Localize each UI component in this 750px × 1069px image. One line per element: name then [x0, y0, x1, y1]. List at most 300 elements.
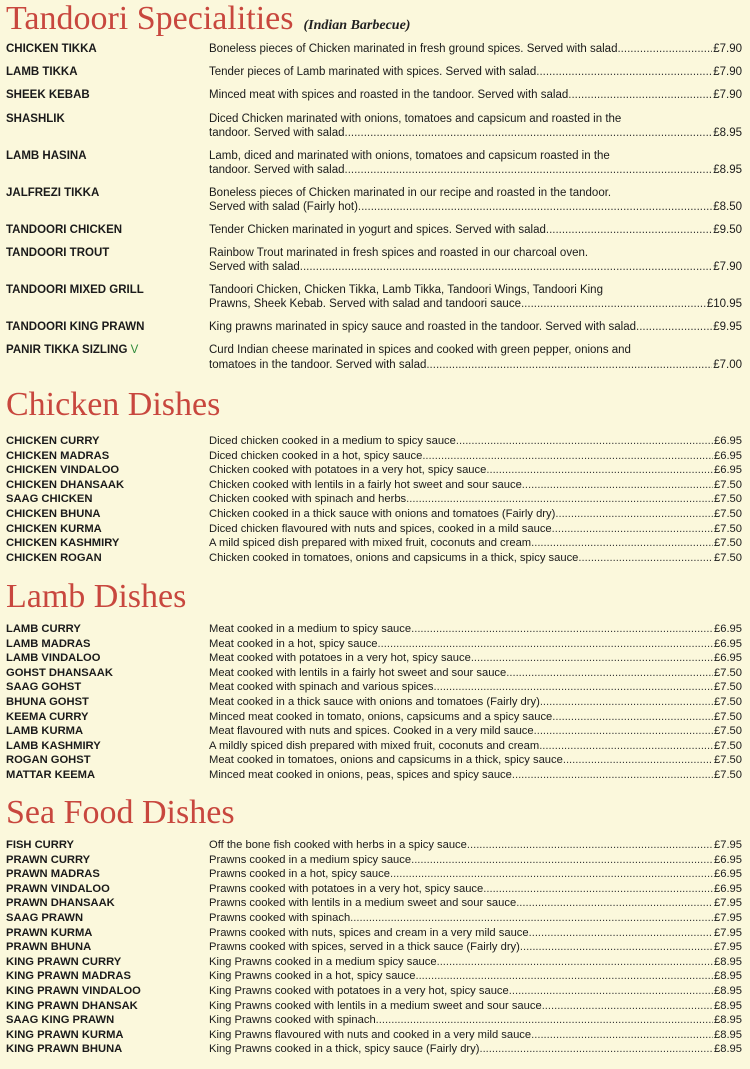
section-title-chicken: Chicken Dishes [6, 386, 221, 423]
item-name-text: LAMB HASINA [6, 149, 87, 162]
item-description-text: Served with salad (Fairly hot) [209, 201, 358, 214]
item-description-line: Rainbow Trout marinated in fresh spices and roasted in our charcoal oven. [209, 246, 589, 259]
dot-leader [536, 65, 712, 80]
item-description-last-line [209, 449, 742, 464]
item-description-text: Prawns cooked with potatoes in a very hot, spicy sauce [209, 882, 484, 895]
item-description [209, 492, 742, 507]
item-description-last-line [209, 710, 742, 725]
item-description [209, 739, 742, 754]
dot-leader [578, 551, 713, 566]
menu-item [0, 896, 750, 911]
section-seafood [0, 796, 750, 1057]
item-price: £7.50 [714, 507, 742, 520]
menu-item [0, 551, 750, 566]
dot-leader [411, 853, 713, 868]
dot-leader [415, 969, 713, 984]
menu-item [0, 463, 750, 478]
item-name [6, 343, 209, 358]
item-description-text: King prawns marinated in spicy sauce and roasted in the tandoor. Served with salad [209, 320, 637, 333]
item-description-last-line [209, 320, 742, 335]
item-name: PRAWN MADRAS [6, 868, 100, 881]
item-name: CHICKEN DHANSAAK [6, 478, 125, 491]
dot-leader [540, 695, 713, 710]
item-description [209, 753, 742, 768]
menu-item [0, 1042, 750, 1057]
dot-leader [617, 42, 712, 57]
item-description-text: Prawns cooked in a medium spicy sauce [209, 853, 412, 866]
item-price: £7.90 [713, 43, 742, 55]
dot-leader [529, 926, 713, 941]
dot-leader [378, 637, 713, 652]
item-description-last-line [209, 478, 742, 493]
item-description-text: Minced meat cooked in tomato, onions, capsicums and a spicy sauce [209, 710, 553, 723]
item-description-text: Served with salad [209, 261, 300, 274]
dot-leader [539, 739, 713, 754]
item-price: £7.95 [714, 911, 742, 924]
item-description-text: Boneless pieces of Chicken marinated in fresh ground spices. Served with salad [209, 43, 618, 55]
item-description-text: Meat flavoured with nuts and spices. Cooked in a very mild sauce [209, 725, 534, 738]
dot-leader [486, 463, 713, 478]
item-description-line: Diced Chicken marinated with onions, tomatoes and capsicum and roasted in the [209, 112, 622, 125]
dot-leader [467, 838, 713, 853]
item-description-last-line [209, 896, 742, 911]
item-description-text: Chicken cooked with lentils in a fairly hot sweet and sour sauce [209, 478, 522, 491]
menu-item [0, 695, 750, 710]
item-description [209, 710, 742, 725]
item-description [209, 507, 742, 522]
item-price: £9.95 [713, 320, 742, 333]
dot-leader [531, 536, 713, 551]
item-description-last-line [209, 536, 742, 551]
item-description-text: Diced chicken cooked in a hot, spicy sauce [209, 449, 423, 462]
item-price: £7.95 [714, 897, 742, 910]
item-description [209, 186, 742, 215]
menu-item [0, 149, 750, 186]
item-description [209, 666, 742, 681]
item-price: £7.90 [713, 89, 742, 102]
item-name [6, 223, 209, 238]
item-description-last-line [209, 940, 742, 955]
item-description [209, 926, 742, 941]
item-description-text: Prawns cooked with lentils in a medium sweet and sour sauce [209, 897, 517, 910]
item-price: £8.95 [713, 164, 742, 177]
menu-item [0, 320, 750, 343]
dot-leader [636, 320, 712, 335]
item-price: £7.50 [714, 478, 742, 491]
item-name: CHICKEN CURRY [6, 435, 100, 447]
item-name: PRAWN KURMA [6, 926, 93, 939]
menu-item [0, 434, 750, 449]
item-description [209, 695, 742, 710]
menu-item [0, 882, 750, 897]
item-description-text: Meat cooked with potatoes in a very hot, spicy sauce [209, 652, 471, 665]
dot-leader [563, 753, 713, 768]
menu-item [0, 753, 750, 768]
item-description [209, 999, 742, 1014]
dot-leader [534, 724, 713, 739]
dot-leader [516, 896, 713, 911]
item-price: £8.95 [713, 127, 742, 140]
menu-item [0, 246, 750, 283]
item-name: LAMB KASHMIRY [6, 739, 101, 752]
item-description-last-line [209, 637, 742, 652]
item-name: KING PRAWN BHUNA [6, 1043, 123, 1056]
item-description [209, 434, 742, 449]
item-name: FISH CURRY [6, 839, 74, 851]
menu-item [0, 739, 750, 754]
item-description-last-line [209, 260, 742, 275]
item-description-text: Meat cooked with spinach and various spices [209, 681, 434, 694]
item-description [209, 65, 742, 80]
item-description-last-line [209, 358, 742, 373]
item-name: PRAWN VINDALOO [6, 882, 110, 895]
item-price: £6.95 [714, 464, 742, 477]
item-description-text: King Prawns cooked in a hot, spicy sauce [209, 970, 416, 983]
item-description-text: Meat cooked with lentils in a fairly hot sweet and sour sauce [209, 666, 507, 679]
item-name: SAAG CHICKEN [6, 493, 93, 506]
item-price: £7.50 [714, 710, 742, 723]
item-price: £7.95 [714, 941, 742, 954]
section-title-lamb: Lamb Dishes [6, 578, 187, 615]
item-name: GOHST DHANSAAK [6, 666, 113, 679]
item-description-text: Minced meat cooked in onions, peas, spices and spicy sauce [209, 768, 512, 781]
item-price: £7.90 [713, 66, 742, 79]
item-description-text: Tender pieces of Lamb marinated with spices. Served with salad [209, 66, 537, 79]
item-description-text: A mild spiced dish prepared with mixed fruit, coconuts and cream [209, 537, 532, 550]
item-name: PRAWN DHANSAAK [6, 897, 115, 910]
item-description-text: King Prawns cooked with lentils in a medium sweet and sour sauce [209, 999, 542, 1012]
item-name: KING PRAWN KURMA [6, 1028, 124, 1041]
item-name: SAAG KING PRAWN [6, 1014, 115, 1027]
menu-item [0, 449, 750, 464]
item-description [209, 343, 742, 372]
item-description-text: Meat cooked in tomatoes, onions and capsicums in a thick, spicy sauce [209, 754, 563, 767]
item-name: PRAWN CURRY [6, 853, 91, 866]
item-price: £7.50 [714, 695, 742, 708]
item-description-text: King Prawns flavoured with nuts and cooked in a very mild sauce [209, 1028, 532, 1041]
menu-item [0, 955, 750, 970]
dot-leader [555, 507, 713, 522]
item-description-last-line [209, 463, 742, 478]
item-description-last-line [209, 753, 742, 768]
menu-item [0, 492, 750, 507]
item-description-text: Chicken cooked in a thick sauce with onions and tomatoes (Fairly dry) [209, 507, 556, 520]
menu-item [0, 999, 750, 1014]
item-name [6, 149, 209, 164]
menu-item [0, 867, 750, 882]
item-price: £8.95 [714, 999, 742, 1012]
item-description-last-line [209, 999, 742, 1014]
item-name: CHICKEN BHUNA [6, 507, 101, 520]
item-description-text: King Prawns cooked with spinach [209, 1014, 376, 1027]
item-name [6, 65, 209, 80]
item-price: £6.95 [714, 868, 742, 881]
item-price: £7.50 [714, 725, 742, 738]
item-price: £9.50 [713, 223, 742, 236]
section-subtitle: (Indian Barbecue) [303, 18, 411, 33]
item-description [209, 867, 742, 882]
item-name-text: SHEEK KEBAB [6, 89, 90, 102]
item-description [209, 522, 742, 537]
menu-item [0, 1028, 750, 1043]
item-price: £7.95 [714, 926, 742, 939]
item-description-text: A mildly spiced dish prepared with mixed fruit, coconuts and cream [209, 739, 540, 752]
item-price: £8.95 [714, 1043, 742, 1056]
menu-item [0, 343, 750, 380]
item-description-last-line [209, 651, 742, 666]
item-description-last-line [209, 666, 742, 681]
item-description-text: Off the bone fish cooked with herbs in a spicy sauce [209, 839, 467, 851]
item-name: LAMB MADRAS [6, 637, 91, 650]
menu-item [0, 984, 750, 999]
item-description-text: Chicken cooked with spinach and herbs [209, 493, 407, 506]
section-title-seafood: Sea Food Dishes [6, 794, 235, 831]
item-description-last-line [209, 65, 742, 80]
item-description [209, 724, 742, 739]
menu-item [0, 853, 750, 868]
item-name-text: TANDOORI MIXED GRILL [6, 283, 144, 296]
item-description [209, 1013, 742, 1028]
item-description-last-line [209, 622, 742, 637]
item-name: KING PRAWN DHANSAK [6, 999, 138, 1012]
item-price: £6.95 [714, 637, 742, 650]
item-description-last-line [209, 853, 742, 868]
item-price: £7.50 [714, 537, 742, 550]
item-description-text: Prawns cooked with spinach [209, 911, 351, 924]
item-description [209, 551, 742, 566]
item-price: £7.50 [714, 754, 742, 767]
item-description-last-line [209, 507, 742, 522]
item-description [209, 149, 742, 178]
item-name: CHICKEN KURMA [6, 522, 102, 535]
chicken-items [0, 434, 750, 565]
item-name: CHICKEN KASHMIRY [6, 537, 120, 550]
item-description [209, 984, 742, 999]
item-description-last-line [209, 838, 742, 853]
item-name: KING PRAWN CURRY [6, 955, 122, 968]
item-name: MATTAR KEEMA [6, 768, 96, 781]
item-description-last-line [209, 984, 742, 999]
item-name: CHICKEN VINDALOO [6, 464, 120, 477]
item-description [209, 680, 742, 695]
menu-item [0, 186, 750, 223]
menu-item [0, 680, 750, 695]
item-description-line: Boneless pieces of Chicken marinated in our recipe and roasted in the tandoor. [209, 186, 612, 199]
item-description [209, 463, 742, 478]
menu-item [0, 507, 750, 522]
item-description-text: tandoor. Served with salad [209, 164, 345, 177]
item-name [6, 186, 209, 201]
item-description-last-line [209, 867, 742, 882]
dot-leader [437, 955, 713, 970]
item-description-last-line [209, 522, 742, 537]
dot-leader [483, 882, 713, 897]
item-description [209, 1028, 742, 1043]
item-description-last-line [209, 297, 742, 312]
item-name-text: PANIR TIKKA SIZLING [6, 343, 128, 356]
item-description-last-line [209, 200, 742, 215]
item-description-text: Chicken cooked in tomatoes, onions and capsicums in a thick, spicy sauce [209, 551, 579, 564]
menu-item [0, 478, 750, 493]
menu-item [0, 637, 750, 652]
item-description-text: Meat cooked in a medium to spicy sauce [209, 623, 412, 635]
item-description [209, 112, 742, 141]
item-description-last-line [209, 1013, 742, 1028]
dot-leader [300, 260, 712, 275]
item-description-last-line [209, 695, 742, 710]
menu-item [0, 969, 750, 984]
item-name-text: JALFREZI TIKKA [6, 186, 100, 199]
item-name [6, 283, 209, 298]
item-description-text: Minced meat with spices and roasted in the tandoor. Served with salad [209, 89, 569, 102]
item-description-text: Diced chicken cooked in a medium to spicy sauce [209, 435, 456, 447]
item-price: £8.95 [714, 984, 742, 997]
lamb-items [0, 622, 750, 783]
item-description-last-line [209, 680, 742, 695]
item-price: £7.50 [714, 768, 742, 781]
dot-leader [406, 492, 713, 507]
item-price: £7.95 [714, 839, 742, 851]
item-name-text: TANDOORI KING PRAWN [6, 320, 145, 333]
item-price: £8.95 [714, 1028, 742, 1041]
item-description-last-line [209, 163, 742, 178]
item-description-text: King Prawns cooked with potatoes in a very hot, spicy sauce [209, 984, 509, 997]
item-description [209, 838, 742, 853]
item-description-last-line [209, 911, 742, 926]
item-price: £8.95 [714, 970, 742, 983]
item-price: £6.95 [714, 652, 742, 665]
item-description-text: Meat cooked in a thick sauce with onions and tomatoes (Fairly dry) [209, 695, 540, 708]
item-name-text: SHASHLIK [6, 112, 65, 125]
item-price: £6.95 [714, 449, 742, 462]
item-description [209, 478, 742, 493]
item-name: CHICKEN ROGAN [6, 551, 102, 564]
item-price: £7.00 [713, 358, 742, 371]
item-description [209, 283, 742, 312]
menu-item [0, 838, 750, 853]
item-description-last-line [209, 926, 742, 941]
menu-item [0, 651, 750, 666]
item-description-text: Prawns cooked in a hot, spicy sauce [209, 868, 390, 881]
item-description-line: Curd Indian cheese marinated in spices and cooked with green pepper, onions and [209, 343, 631, 356]
item-description [209, 882, 742, 897]
item-description [209, 449, 742, 464]
item-description [209, 88, 742, 103]
item-name: LAMB KURMA [6, 725, 84, 738]
item-description [209, 853, 742, 868]
dot-leader [520, 940, 713, 955]
menu-item [0, 536, 750, 551]
section-title-text: Tandoori Specialities [6, 0, 294, 37]
item-price: £7.50 [714, 739, 742, 752]
menu-item [0, 88, 750, 111]
item-description-text: Chicken cooked with potatoes in a very hot, spicy sauce [209, 464, 487, 477]
item-description-text: Prawns cooked with nuts, spices and cream in a very mild sauce [209, 926, 529, 939]
item-description-line: Tandoori Chicken, Chicken Tikka, Lamb Tikka, Tandoori Wings, Tandoori King [209, 283, 603, 296]
item-name-text: TANDOORI TROUT [6, 246, 110, 259]
item-name: PRAWN BHUNA [6, 941, 92, 954]
dot-leader [509, 984, 713, 999]
menu-item [0, 112, 750, 149]
menu-item [0, 522, 750, 537]
item-price: £7.50 [714, 666, 742, 679]
dot-leader [521, 297, 706, 312]
item-description-last-line [209, 42, 742, 57]
item-price: £7.90 [713, 261, 742, 274]
item-price: £10.95 [706, 298, 742, 311]
item-description [209, 969, 742, 984]
item-description-text: King Prawns cooked in a medium spicy sauce [209, 955, 437, 968]
item-price: £8.95 [714, 955, 742, 968]
menu-item [0, 666, 750, 681]
item-description [209, 320, 742, 335]
item-name [6, 42, 209, 57]
menu-item [0, 223, 750, 246]
item-description-text: Meat cooked in a hot, spicy sauce [209, 637, 378, 650]
item-description [209, 637, 742, 652]
tandoori-items [0, 42, 750, 380]
dot-leader [350, 911, 713, 926]
item-description [209, 622, 742, 637]
item-name: CHICKEN MADRAS [6, 449, 110, 462]
dot-leader [390, 867, 713, 882]
dot-leader [512, 768, 713, 783]
item-description-last-line [209, 969, 742, 984]
menu-item [0, 1013, 750, 1028]
item-description [209, 42, 742, 57]
item-description [209, 246, 742, 275]
dot-leader [345, 126, 713, 141]
dot-leader [552, 710, 713, 725]
item-price: £7.50 [714, 493, 742, 506]
item-description [209, 1042, 742, 1057]
item-description-text: Prawns cooked with spices, served in a thick sauce (Fairly dry) [209, 941, 520, 954]
item-name: SAAG GOHST [6, 681, 82, 694]
item-description-text: tomatoes in the tandoor. Served with salad [209, 358, 427, 371]
item-description-last-line [209, 724, 742, 739]
menu-item [0, 283, 750, 320]
vegetarian-badge: V [130, 343, 139, 356]
item-price: £6.95 [714, 882, 742, 895]
dot-leader [531, 1028, 713, 1043]
item-description-text: King Prawns cooked in a thick, spicy sauce (Fairly dry) [209, 1043, 480, 1056]
dot-leader [358, 200, 712, 215]
section-tandoori [0, 2, 750, 380]
item-name: SAAG PRAWN [6, 911, 84, 924]
item-name: KING PRAWN MADRAS [6, 970, 131, 983]
menu-item [0, 65, 750, 88]
item-description-last-line [209, 434, 742, 449]
item-description [209, 768, 742, 783]
section-title-tandoori [0, 2, 750, 42]
section-chicken [0, 388, 750, 565]
item-name: BHUNA GOHST [6, 695, 89, 708]
item-name-text: TANDOORI CHICKEN [6, 223, 123, 236]
item-price: £8.50 [713, 201, 742, 214]
item-description-last-line [209, 126, 742, 141]
dot-leader [522, 478, 713, 493]
item-description [209, 651, 742, 666]
item-description-last-line [209, 882, 742, 897]
item-name [6, 246, 209, 261]
item-description-last-line [209, 768, 742, 783]
item-description-text: tandoor. Served with salad [209, 127, 345, 140]
dot-leader [426, 358, 712, 373]
item-description-text: Prawns, Sheek Kebab. Served with salad and tandoori sauce [209, 298, 521, 311]
item-description-last-line [209, 1042, 742, 1057]
dot-leader [456, 434, 713, 449]
section-lamb [0, 580, 750, 783]
